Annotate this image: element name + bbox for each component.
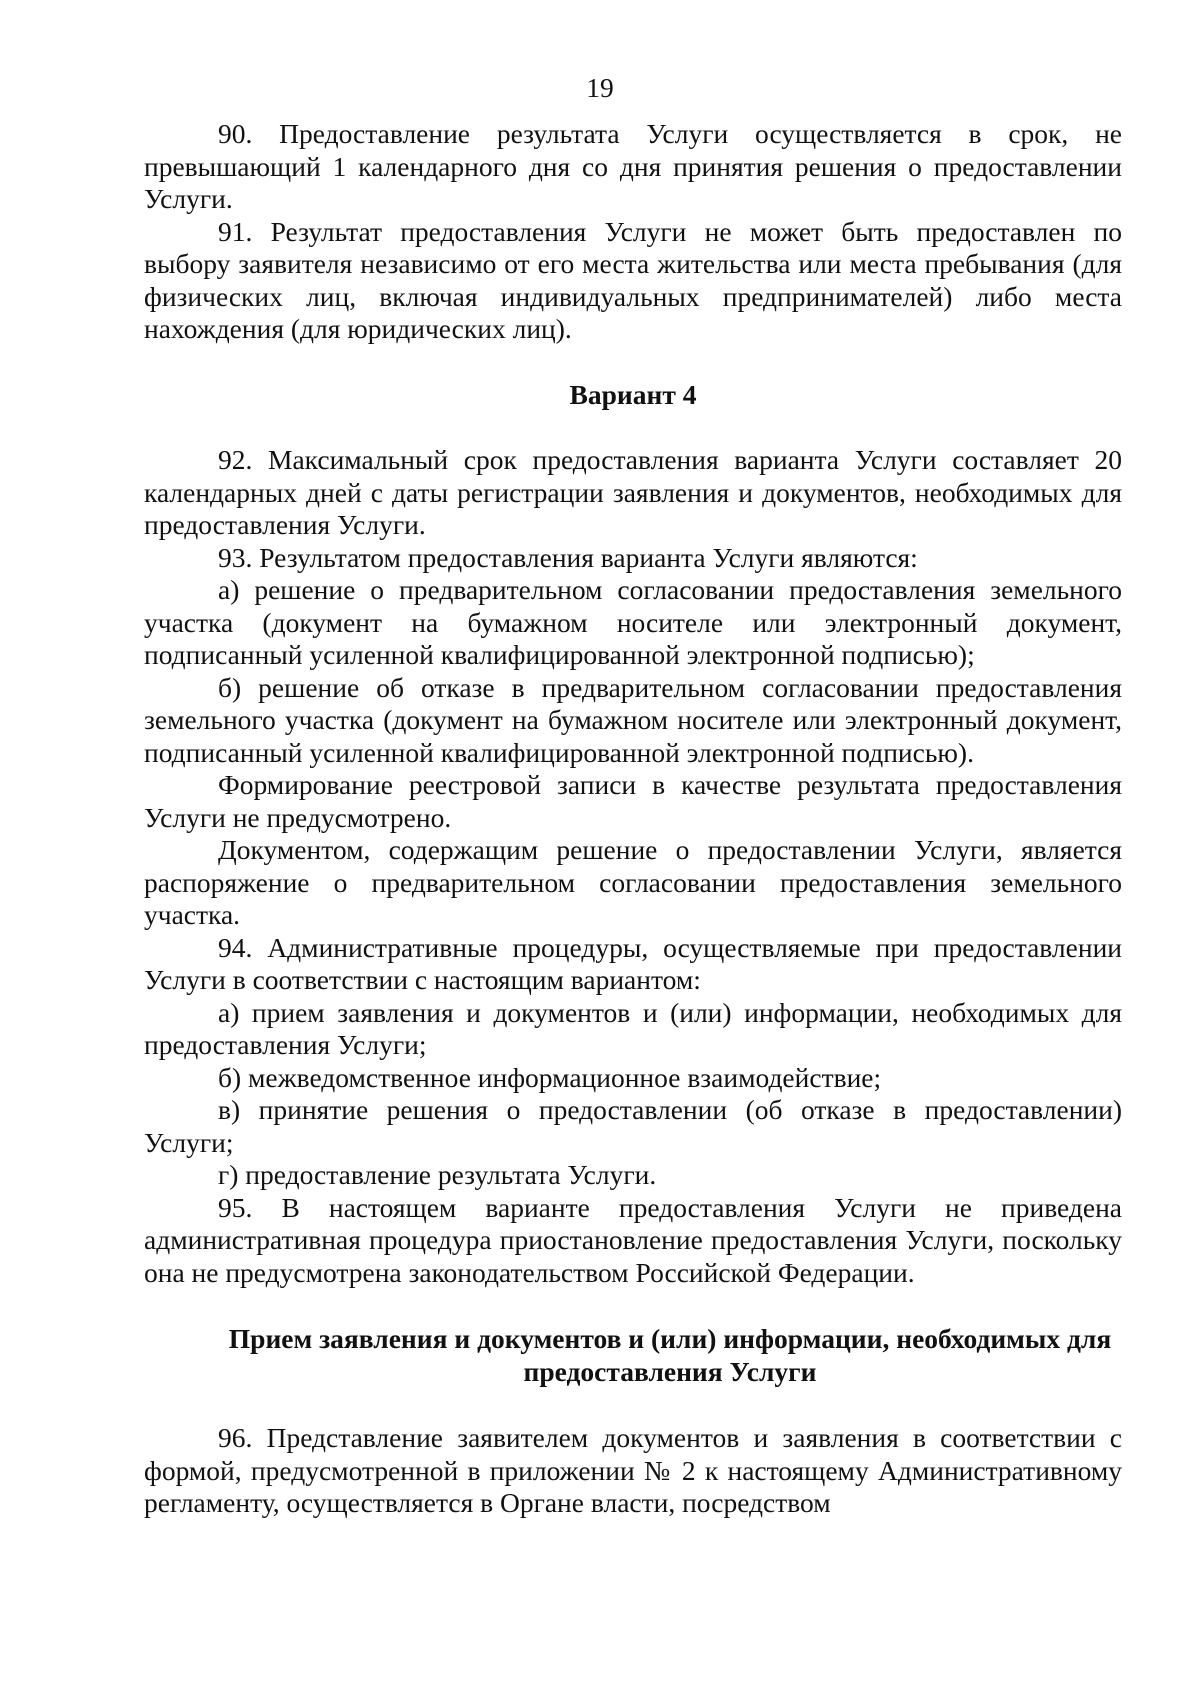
paragraph-94-g: г) предоставление результата Услуги. — [218, 1159, 657, 1190]
page-number: 19 — [586, 72, 614, 103]
paragraph-94-b: б) межведомственное информационное взаимодействие; — [218, 1061, 882, 1093]
document-body — [144, 118, 1122, 1520]
heading-application-intake: Прием заявления и документов и (или) информации, необходимых для предоставления Услуги — [228, 1323, 1112, 1387]
heading-variant-4: Вариант 4 — [569, 378, 697, 410]
paragraph-93-a: а) решение о предварительном согласовании предоставления земельного участка (документ на бумажном носителе или электронный документ, подписанный усиленной квалифицированной электронной подписью); — [144, 574, 1122, 670]
paragraph-91: 91. Результат предоставления Услуги не может быть предоставлен по выбору заявителя независимо от его места жительства или места пребывания (для физических лиц, включая индивидуальных предпринимателей) либо места нахождения (для юридических лиц). — [144, 215, 1122, 344]
paragraph-94: 94. Административные процедуры, осуществляемые при предоставлении Услуги в соответствии с настоящим вариантом: — [144, 931, 1122, 995]
paragraph-90: 90. Предоставление результата Услуги осуществляется в срок, не превышающий 1 календарного дня со дня принятия решения о предоставлении Услуги. — [144, 118, 1122, 214]
paragraph-94-a: а) прием заявления и документов и (или) информации, необходимых для предоставления Услуги; — [144, 996, 1122, 1060]
paragraph-94-v: в) принятие решения о предоставлении (об отказе в предоставлении) Услуги; — [144, 1094, 1122, 1158]
paragraph-95: 95. В настоящем варианте предоставления Услуги не приведена административная процедура приостановление предоставления Услуги, поскольку она не предусмотрена законодательством Российской Федерации. — [144, 1191, 1122, 1288]
paragraph-decision-document: Документом, содержащим решение о предоставлении Услуги, является распоряжение о предварительном согласовании предоставления земельного участка. — [144, 834, 1122, 930]
paragraph-registry-record: Формирование реестровой записи в качестве результата предоставления Услуги не предусмотрено. — [144, 769, 1122, 833]
paragraph-92: 92. Максимальный срок предоставления варианта Услуги составляет 20 календарных дней с даты регистрации заявления и документов, необходимых для предоставления Услуги. — [144, 444, 1122, 540]
paragraph-96: 96. Представление заявителем документов и заявления в соответствии с формой, предусмотренной в приложении № 2 к настоящему Административному регламенту, осуществляется в Органе власти, посредством — [144, 1422, 1122, 1518]
paragraph-93: 93. Результатом предоставления варианта Услуги являются: — [218, 541, 918, 573]
paragraph-93-b: б) решение об отказе в предварительном согласовании предоставления земельного участка (документ на бумажном носителе или электронный документ, подписанный усиленной квалифицированной электронной подписью). — [144, 671, 1122, 768]
